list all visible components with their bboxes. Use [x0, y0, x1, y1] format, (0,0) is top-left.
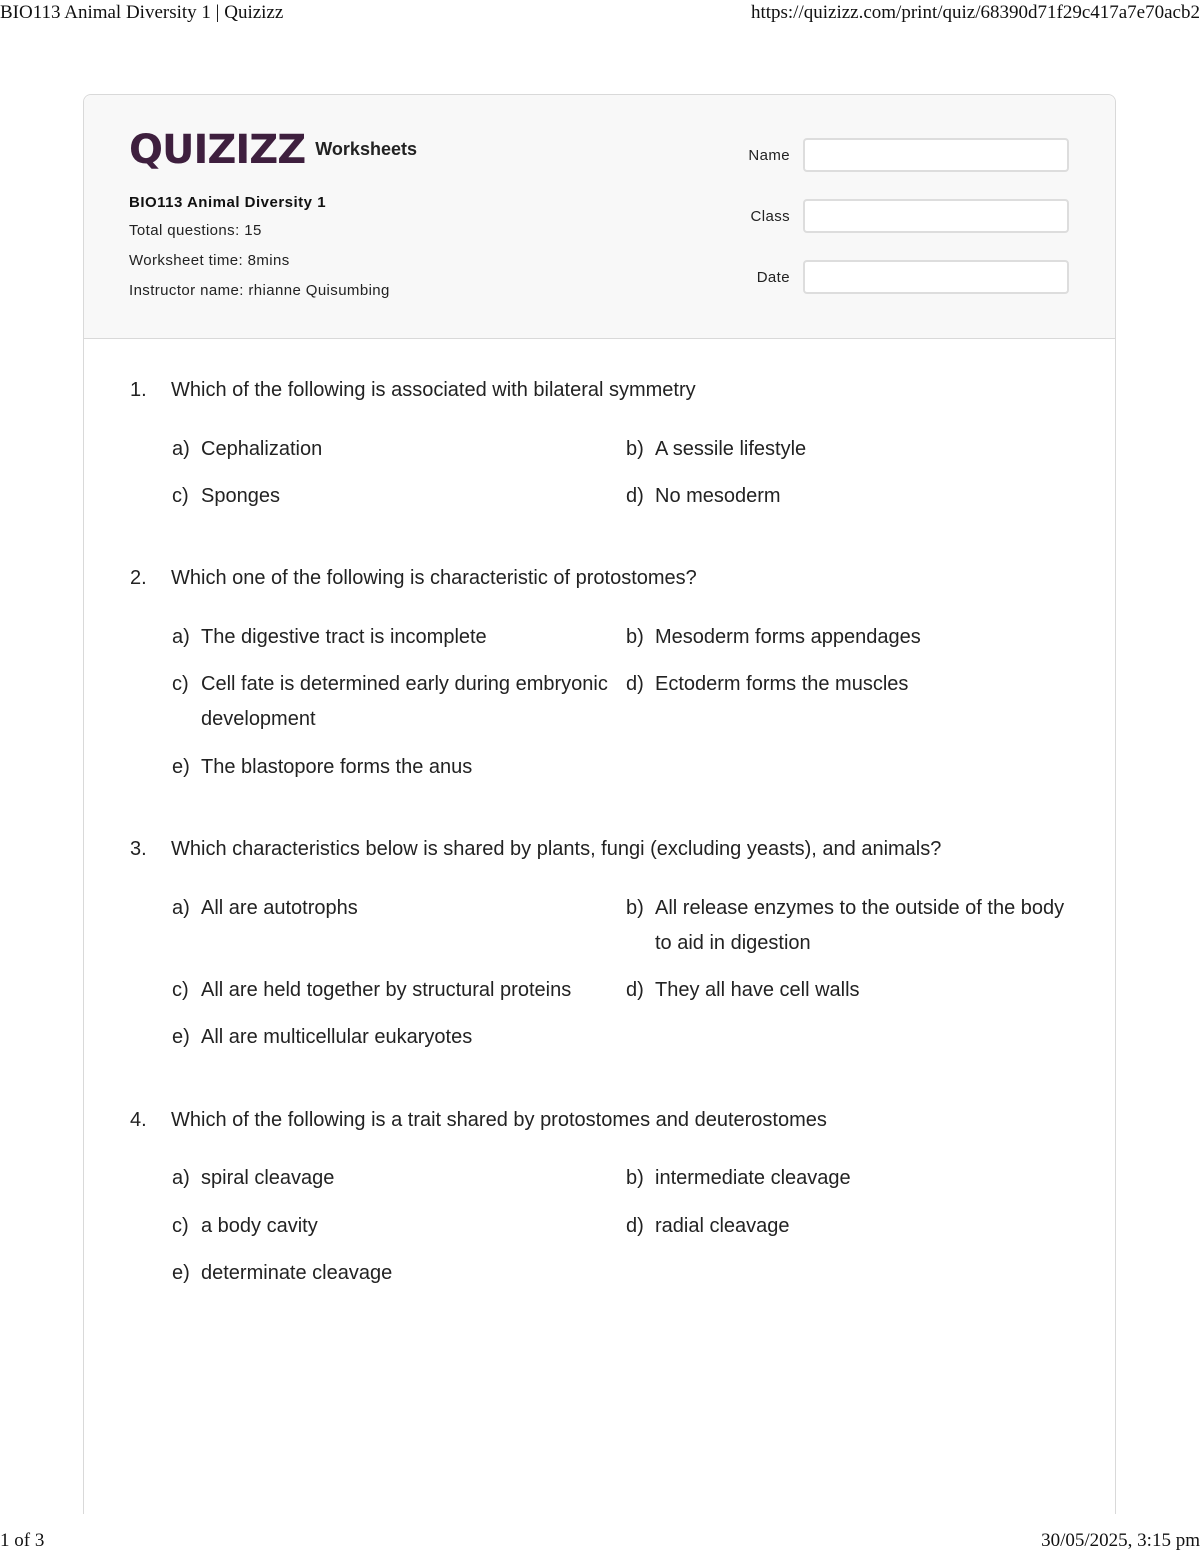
answer-option-c[interactable]: [172, 667, 612, 737]
option-letter: c): [172, 673, 189, 695]
print-header-url: https://quizizz.com/print/quiz/68390d71f29c417a7e70acb2: [750, 2, 1200, 23]
option-letter: b): [626, 897, 644, 919]
option-letter: a): [172, 626, 190, 648]
option-text: determinate cleavage: [201, 1262, 393, 1284]
option-letter: e): [172, 1262, 190, 1284]
print-header-title: BIO113 Animal Diversity 1 | Quizizz: [0, 2, 284, 23]
name-field-row: [704, 138, 1070, 174]
question-text: Which one of the following is characteristic of protostomes?: [171, 567, 697, 589]
question-number: 2.: [130, 567, 147, 589]
option-text: Sponges: [201, 485, 280, 507]
question-stem: [130, 565, 1080, 591]
brand-tagline: Worksheets: [315, 138, 417, 159]
option-text: intermediate cleavage: [655, 1167, 851, 1189]
answer-option-a[interactable]: [172, 891, 612, 926]
option-text: a body cavity: [201, 1215, 318, 1237]
option-letter: b): [626, 626, 644, 648]
option-letter: d): [626, 485, 644, 507]
option-letter: c): [172, 485, 189, 507]
option-letter: c): [172, 1215, 189, 1237]
class-input[interactable]: [803, 199, 1069, 233]
question-4: [130, 1107, 1080, 1284]
quizizz-logo: QUIZIZZ: [129, 127, 306, 173]
answer-option-c[interactable]: [172, 1209, 612, 1244]
date-field-row: [704, 260, 1070, 296]
question-1: [130, 377, 1080, 507]
question-number: 1.: [130, 379, 147, 401]
answer-option-e[interactable]: [172, 750, 612, 785]
class-field-row: [704, 199, 1070, 235]
brand-logo: [129, 129, 417, 171]
answer-option-b[interactable]: [626, 1161, 1066, 1196]
answer-option-e[interactable]: [172, 1020, 612, 1055]
name-label: Name: [748, 147, 790, 164]
question-text: Which of the following is a trait shared by protostomes and deuterostomes: [171, 1109, 827, 1131]
option-text: A sessile lifestyle: [655, 438, 807, 460]
worksheet-header: [84, 95, 1115, 339]
option-text: All release enzymes to the outside of the body to aid in digestion: [655, 897, 1065, 954]
option-letter: c): [172, 979, 189, 1001]
worksheet-title: BIO113 Animal Diversity 1: [129, 194, 327, 211]
option-letter: a): [172, 1167, 190, 1189]
question-text: Which of the following is associated with bilateral symmetry: [171, 379, 696, 401]
class-label: Class: [750, 208, 790, 225]
question-stem: [130, 1107, 1080, 1133]
answer-option-d[interactable]: [626, 1209, 1066, 1244]
option-text: All are multicellular eukaryotes: [201, 1026, 473, 1048]
option-letter: d): [626, 979, 644, 1001]
option-letter: b): [626, 1167, 644, 1189]
option-letter: e): [172, 756, 190, 778]
answer-option-d[interactable]: [626, 973, 1066, 1008]
answer-option-b[interactable]: [626, 620, 1066, 655]
answer-option-b[interactable]: [626, 891, 1066, 961]
option-text: All are held together by structural proteins: [201, 979, 572, 1001]
name-input[interactable]: [803, 138, 1069, 172]
total-questions: Total questions: 15: [129, 222, 262, 239]
option-text: The blastopore forms the anus: [201, 756, 473, 778]
option-text: Cell fate is determined early during embryonic development: [201, 673, 608, 730]
option-letter: d): [626, 673, 644, 695]
option-text: No mesoderm: [655, 485, 781, 507]
question-2: [130, 565, 1080, 778]
option-letter: b): [626, 438, 644, 460]
worksheet-sheet: [83, 94, 1116, 1514]
question-3: [130, 836, 1080, 1048]
date-label: Date: [756, 269, 790, 286]
question-number: 3.: [130, 838, 147, 860]
answer-option-c[interactable]: [172, 479, 612, 514]
answer-option-c[interactable]: [172, 973, 612, 1008]
answer-option-a[interactable]: [172, 432, 612, 467]
question-stem: [130, 836, 1080, 862]
option-letter: e): [172, 1026, 190, 1048]
date-input[interactable]: [803, 260, 1069, 294]
instructor-name: Instructor name: rhianne Quisumbing: [129, 282, 390, 299]
answer-option-a[interactable]: [172, 620, 612, 655]
answer-option-d[interactable]: [626, 667, 1066, 702]
print-footer-page: 1 of 3: [0, 1530, 45, 1551]
option-text: They all have cell walls: [655, 979, 860, 1001]
option-letter: a): [172, 897, 190, 919]
question-number: 4.: [130, 1109, 147, 1131]
option-text: spiral cleavage: [201, 1167, 335, 1189]
option-text: Ectoderm forms the muscles: [655, 673, 909, 695]
answer-option-b[interactable]: [626, 432, 1066, 467]
option-letter: d): [626, 1215, 644, 1237]
question-stem: [130, 377, 1080, 403]
worksheet-time: Worksheet time: 8mins: [129, 252, 290, 269]
answer-option-d[interactable]: [626, 479, 1066, 514]
option-text: radial cleavage: [655, 1215, 790, 1237]
option-text: The digestive tract is incomplete: [201, 626, 487, 648]
option-text: Cephalization: [201, 438, 323, 460]
print-footer-datetime: 30/05/2025, 3:15 pm: [1041, 1530, 1200, 1551]
option-text: Mesoderm forms appendages: [655, 626, 921, 648]
answer-option-e[interactable]: [172, 1256, 612, 1291]
option-letter: a): [172, 438, 190, 460]
option-text: All are autotrophs: [201, 897, 358, 919]
question-text: Which characteristics below is shared by plants, fungi (excluding yeasts), and animals?: [171, 838, 942, 860]
answer-option-a[interactable]: [172, 1161, 612, 1196]
